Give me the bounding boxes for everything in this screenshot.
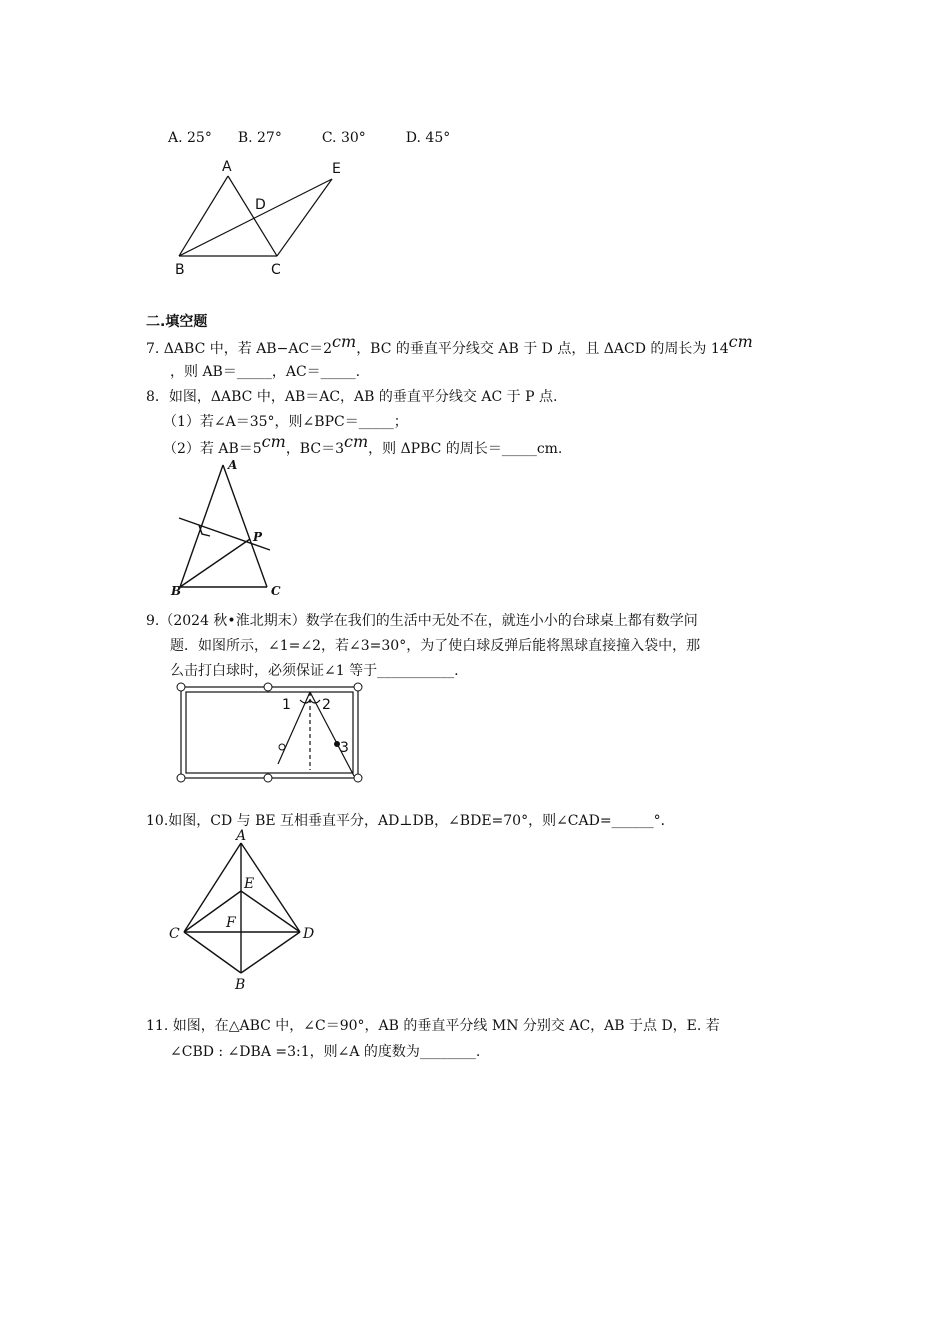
section-title: 二.填空题 [146,314,208,330]
q8-sub1: （1）若∠A＝35°，则∠BPC＝_____； [163,414,408,430]
pocket-top-middle [264,683,272,691]
q11-line1: 11. 如图，在△ABC 中，∠C＝90°，AB 的垂直平分线 MN 分别交 AC，AB 于点 D，E. 若 [146,1018,720,1034]
q7-part1: 7. ΔABC 中，若 AB−AC＝2 [146,341,333,357]
option-d: D. 45° [405,130,451,146]
q8-figure [165,455,285,600]
q11-line2: ∠CBD : ∠DBA =3:1，则∠A 的度数为________. [170,1044,481,1060]
option-a: A. 25° [168,130,212,146]
angle-label-3: 3 [340,740,349,756]
q9-figure [170,678,370,788]
q8-unit-2: cm [343,432,369,451]
label-a: A [222,159,232,175]
q9-line2: 题．如图所示，∠1=∠2，若∠3=30°，为了使白球反弹后能将黑球直接撞入袋中，那 [170,638,701,654]
angle-label-2: 2 [322,697,331,713]
label-b: B [171,584,182,598]
q6-figure [160,150,360,280]
q7-unit-2: cm [728,332,753,351]
segment-cb [184,932,241,973]
segment-bp [180,539,250,587]
q8-sub2-a: （2）若 AB＝5 [163,441,262,457]
pocket-top-left [177,683,185,691]
label-a: A [236,828,247,844]
label-c: C [271,584,281,598]
label-e: E [244,876,255,892]
pocket-top-right [354,683,362,691]
q9-line3: 么击打白球时，必须保证∠1 等于___________. [170,663,459,679]
label-a: A [228,458,238,472]
label-b: B [235,977,246,993]
angle-1-arc [300,700,310,703]
q7-line1 [146,332,753,358]
q7-part3: ，则 AB＝_____，AC＝_____. [170,364,361,380]
pocket-bottom-right [354,774,362,782]
pocket-bottom-middle [264,774,272,782]
label-e: E [332,161,341,177]
label-p: P [253,530,263,544]
q8-unit-1: cm [261,432,286,451]
label-c: C [169,926,180,942]
q10-text: 10.如图，CD 与 BE 互相垂直平分，AD⊥DB，∠BDE=70°，则∠CAD=______°． [146,813,675,829]
label-d: D [255,197,266,213]
segment-db [241,932,300,973]
segment-ce [277,179,332,256]
pocket-bottom-left [177,774,185,782]
option-b: B. 27° [237,130,282,146]
segment-ac [223,465,267,587]
q8-stem: 8．如图，ΔABC 中，AB＝AC，AB 的垂直平分线交 AC 于 P 点. [146,389,558,405]
q10-figure [165,828,325,993]
q6-options [168,129,450,147]
segment-ac [228,176,277,256]
q7-unit-1: cm [332,332,357,351]
label-c: C [271,262,281,278]
segment-de [241,891,300,932]
option-c: C. 30° [321,130,366,146]
q8-sub2-c: ，则 ΔPBC 的周长＝_____cm. [368,441,563,457]
q9-line1: 9.（2024 秋•淮北期末）数学在我们的生活中无处不在，就连小小的台球桌上都有数学问 [146,613,698,629]
label-b: B [175,262,185,278]
angle-label-1: 1 [282,697,291,713]
reflected-path [310,692,354,776]
label-f: F [226,915,236,931]
q8-sub2-b: ，BC＝3 [285,441,344,457]
white-ball [279,744,285,750]
label-d: D [303,926,315,942]
q7-part2: ，BC 的垂直平分线交 AB 于 D 点，且 ΔACD 的周长为 14 [356,341,729,357]
